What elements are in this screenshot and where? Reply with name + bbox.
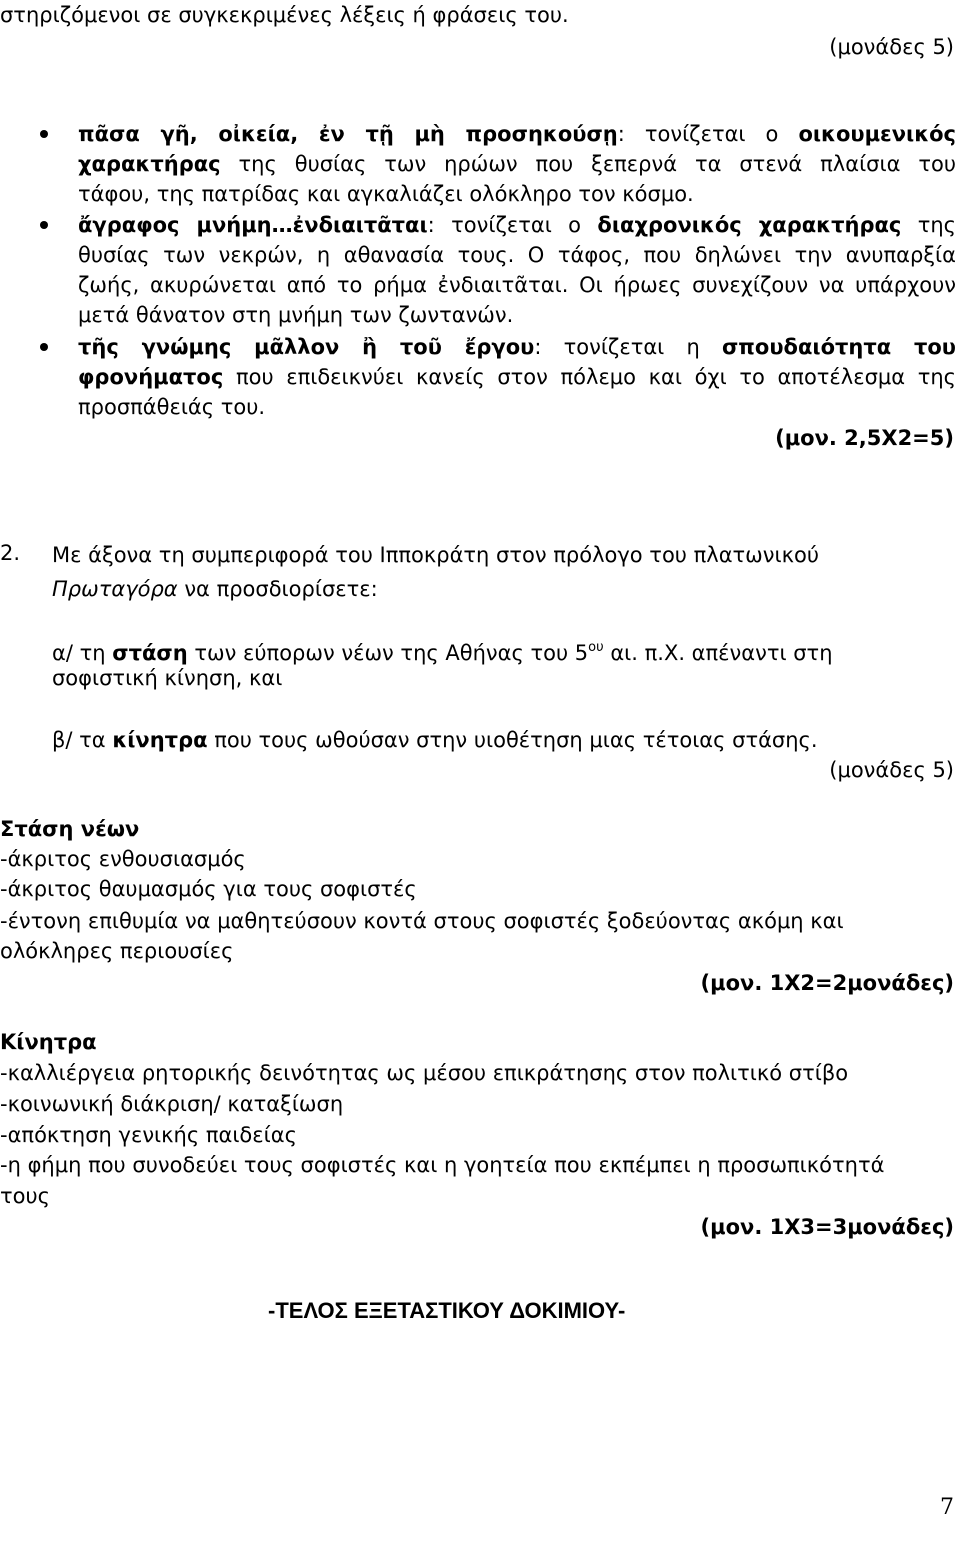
bullet-3-line-2 xyxy=(78,362,956,392)
text: που επιδεικνύει κανείς στον πόλεμο και όχι το αποτέλεσμα της xyxy=(223,365,956,389)
bold-term: διαχρονικός χαρακτήρας xyxy=(597,213,902,237)
question-2-line-2 xyxy=(52,574,378,604)
list-item: -έντονη επιθυμία να μαθητεύσουν κοντά στους σοφιστές ξοδεύοντας ακόμη και xyxy=(0,909,844,933)
bold-term: σπουδαιότητα του xyxy=(721,335,956,359)
question-2-a-line-2: σοφιστική κίνηση, και xyxy=(52,666,283,690)
list-item: τους xyxy=(0,1184,50,1208)
bold-term: οικουμενικός xyxy=(798,122,956,146)
list-item: -άκριτος θαυμασμός για τους σοφιστές xyxy=(0,877,417,901)
list-item: -κοινωνική διάκριση/ καταξίωση xyxy=(0,1092,344,1116)
points-label: (μονάδες 5) xyxy=(829,35,954,59)
bullet-icon xyxy=(40,343,48,351)
points-bold: (μον. 2,5Χ2=5) xyxy=(775,426,954,450)
ancient-term: πᾶσα γῆ, οἰκεία, ἐν τῇ μὴ προσηκούσῃ xyxy=(78,122,618,146)
bullet-2-line-4: μετά θάνατον στη μνήμη των ζωντανών. xyxy=(78,303,514,327)
bullet-icon xyxy=(40,221,48,229)
bullet-1-line-2 xyxy=(78,149,956,179)
bullet-icon xyxy=(40,130,48,138)
section-heading xyxy=(0,814,139,844)
superscript: ου xyxy=(588,640,604,655)
bold-term: χαρακτήρας xyxy=(78,152,221,176)
text: των εύπορων νέων της Αθήνας του 5 xyxy=(187,641,589,665)
bullet-2-line-1 xyxy=(78,210,956,240)
book-title: Πρωταγόρα xyxy=(52,577,178,601)
points-bold: (μον. 1Χ2=2μονάδες) xyxy=(700,971,954,995)
points-label xyxy=(701,968,954,998)
points-bold: (μον. 1Χ3=3μονάδες) xyxy=(700,1215,954,1239)
text: της θυσίας των ηρώων που ξεπερνά τα στενά πλαίσια του xyxy=(220,152,956,176)
list-item: -άκριτος ενθουσιασμός xyxy=(0,847,246,871)
ancient-term: ἄγραφος μνήμη…ἐνδιαιτᾶται xyxy=(78,213,428,237)
bold-term: φρονήματος xyxy=(78,365,224,389)
bold-term: κίνητρα xyxy=(112,728,208,752)
points-label xyxy=(775,423,954,453)
bullet-3-line-3: προσπάθειάς του. xyxy=(78,395,266,419)
text: : τονίζεται ο xyxy=(617,122,799,146)
list-item: ολόκληρες περιουσίες xyxy=(0,939,234,963)
end-of-exam-title: -ΤΕΛΟΣ ΕΞΕΤΑΣΤΙΚΟΥ ΔΟΚΙΜΙΟΥ- xyxy=(268,1298,626,1323)
ancient-term: τῆς γνώμης μᾶλλον ἢ τοῦ ἔργου xyxy=(78,335,535,359)
section-heading xyxy=(0,1027,97,1057)
page-number: 7 xyxy=(940,1495,954,1520)
text: β/ τα xyxy=(52,728,113,752)
bullet-1-line-3: τάφου, της πατρίδας και αγκαλιάζει ολόκληρο τον κόσμο. xyxy=(78,182,694,206)
points-label: (μονάδες 5) xyxy=(829,758,954,782)
points-label xyxy=(701,1212,954,1242)
text: να προσδιορίσετε: xyxy=(177,577,378,601)
question-number: 2. xyxy=(0,541,21,565)
text: : τονίζεται η xyxy=(534,335,722,359)
list-item: -καλλιέργεια ρητορικής δεινότητας ως μέσου επικράτησης στον πολιτικό στίβο xyxy=(0,1061,849,1085)
question-2-b-line xyxy=(52,725,818,755)
list-item: -απόκτηση γενικής παιδείας xyxy=(0,1123,297,1147)
bold-term: στάση xyxy=(112,641,188,665)
bullet-2-line-2: θυσίας των νεκρών, η αθανασία τους. Ο τάφος, που δηλώνει την ανυπαρξία xyxy=(78,243,956,267)
question-2-line-1: Με άξονα τη συμπεριφορά του Ιπποκράτη στον πρόλογο του πλατωνικού xyxy=(52,543,819,567)
text: : τονίζεται ο xyxy=(427,213,598,237)
list-item: -η φήμη που συνοδεύει τους σοφιστές και η γοητεία που εκπέμπει η προσωπικότητά xyxy=(0,1153,885,1177)
bullet-3-line-1 xyxy=(78,332,956,362)
bullet-2-line-3: ζωής, ακυρώνεται από το ρήμα ἐνδιαιτᾶται. Οι ήρωες συνεχίζουν να υπάρχουν xyxy=(78,273,956,297)
text: που τους ωθούσαν στην υιοθέτηση μιας τέτοιας στάσης. xyxy=(207,728,818,752)
heading-text: Κίνητρα xyxy=(0,1030,97,1054)
bullet-1-line-1 xyxy=(78,119,956,149)
heading-text: Στάση νέων xyxy=(0,817,140,841)
text: της xyxy=(901,213,957,237)
text: α/ τη xyxy=(52,641,113,665)
intro-line: στηριζόμενοι σε συγκεκριμένες λέξεις ή φράσεις του. xyxy=(0,3,569,27)
text: αι. π.Χ. απέναντι στη xyxy=(603,641,833,665)
